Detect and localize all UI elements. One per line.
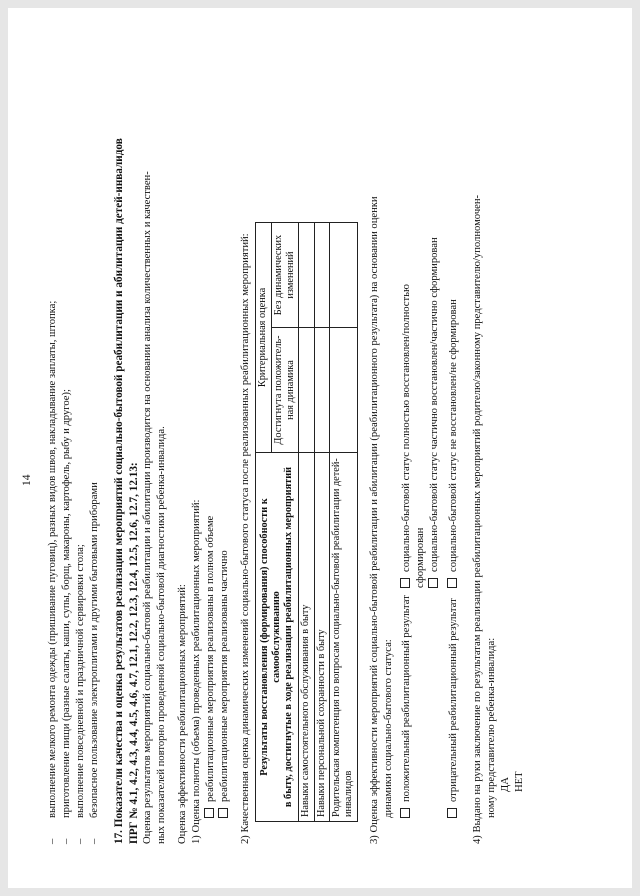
positive-result-group (400, 36, 442, 818)
page-number: 14 (21, 474, 33, 486)
negative-result-group (447, 36, 461, 818)
table-header-group: Критериальная оценка (256, 223, 271, 453)
item-3-continued: динамики социально-бытового статуса: (382, 639, 394, 818)
checkbox[interactable] (204, 808, 214, 818)
item-4-continued: ному представителю ребенка-инвалида: (486, 637, 498, 818)
table-cell-empty[interactable] (314, 223, 329, 328)
item-1: 1) Оценка полноты (объема) проведенных реабилитационных мероприятий: (191, 499, 203, 844)
bullet-item: – выполнение мелкого ремонта одежды (пришивание пуговиц), разных видов швов, накладывание заплаты, штопка; (46, 36, 60, 844)
table-cell-empty[interactable] (299, 223, 314, 328)
positive-result-label: положительный реабилитационный результат (400, 595, 412, 802)
table-cell: Родительская компетенция по вопросам социально-бытовой реабилитации детей-инвалидов (329, 453, 357, 822)
option-label: социально-бытовой статус частично восстановлен/частично сформирован (428, 237, 440, 572)
option-label: социально-бытовой статус не восстановлен/не сформирован (448, 299, 460, 572)
item-4: 4) Выдано на руки заключение по результатам реализации реабилитационных мероприятий родителю/законному представителю/уполномочен- (472, 194, 484, 844)
dynamics-table (255, 222, 357, 822)
answer-yes[interactable]: ДА (500, 777, 512, 792)
scanned-page (8, 8, 632, 888)
table-header-positive: Достигнута положитель- ная динамика (271, 328, 299, 453)
intro-text: ных показателей повторно проведенной социально-бытовой диагностики ребенка-инвалида. (156, 426, 168, 844)
option-full-volume (204, 36, 218, 844)
table-row (299, 223, 314, 822)
table-cell-empty[interactable] (329, 223, 357, 328)
negative-result-label: отрицательный реабилитационный результат (448, 598, 460, 802)
item-2: 2) Качественная оценка динамических изменений социально-бытового статуса после реализованных реабилитационных мероприятий: (240, 233, 252, 844)
checkbox[interactable] (218, 808, 228, 818)
table-header-no-change: Без динамических изменений (271, 223, 299, 328)
section-heading-codes: ПРГ № 4.1, 4.2, 4.3, 4.4, 4.5, 4.6, 4.7, 12.1, 12.2, 12.3, 12.4, 12.5, 12.6, 12.7, 12.13: (127, 462, 140, 844)
option-label: реабилитационные мероприятия реализованы в полном объеме (205, 515, 217, 802)
item-3: 3) Оценка эффективности мероприятий социально-бытовой реабилитации и абилитации (реабилитационного результата) на основании оценки (368, 196, 380, 844)
option-label: социально-бытовой статус полностью восстановлен/полностью сформирован (400, 284, 426, 588)
bullet-item: – приготовление пищи (разные салаты, каши, супы, борщ, макароны, картофель, рыбу и другое); (60, 36, 74, 844)
table-header-results: Результаты восстановления (формирования) способности к самообслуживанию в быту, достигнутые в ходе реализации реабилитационных мероприятий (256, 453, 299, 822)
rotated-page-content (8, 8, 632, 888)
checkbox[interactable] (400, 578, 410, 588)
table-row (314, 223, 329, 822)
page-body (46, 36, 527, 844)
table-cell: Навыки персональной сохранности в быту (314, 453, 329, 822)
checkbox[interactable] (447, 808, 457, 818)
intro-text: Оценка результатов мероприятий социально-бытовой реабилитации и абилитации производится на основании анализа количественных и качествен- (142, 171, 154, 844)
checkbox[interactable] (428, 578, 438, 588)
checkbox[interactable] (400, 808, 410, 818)
option-partial-volume (218, 36, 232, 844)
option-label: реабилитационные мероприятия реализованы частично (219, 550, 231, 802)
effect-title: Оценка эффективности реабилитационных мероприятий: (177, 584, 189, 844)
table-cell-empty[interactable] (314, 328, 329, 453)
bullet-item: – выполнение повседневной и праздничной сервировки стола; (74, 36, 88, 844)
table-cell-empty[interactable] (329, 328, 357, 453)
table-cell: Навыки самостоятельного обслуживания в быту (299, 453, 314, 822)
section-heading: 17. Показатели качества и оценка результатов реализации мероприятий социально-бытовой реабилитации и абилитации детей-инвалидов (112, 138, 125, 844)
checkbox[interactable] (447, 578, 457, 588)
table-cell-empty[interactable] (299, 328, 314, 453)
table-row (329, 223, 357, 822)
bullet-item: – безопасное пользование электроплитами и другими бытовыми приборами (88, 36, 102, 844)
answer-no[interactable]: НЕТ (514, 771, 526, 792)
